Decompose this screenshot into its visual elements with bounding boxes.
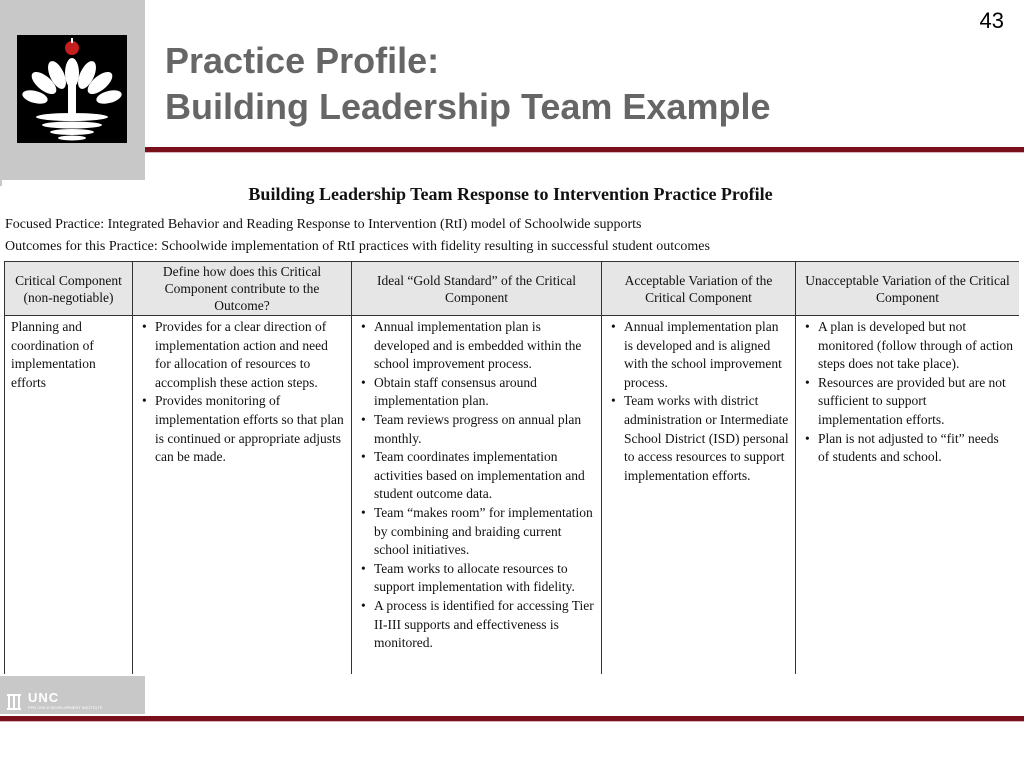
list-item: • Team works with district administration or Intermediate School District (ISD) personal to access resources to support implementation efforts. [624, 392, 789, 485]
cell-ideal [352, 316, 602, 675]
list-item: • Team “makes room” for implementation by combining and braiding current school initiatives. [374, 504, 595, 560]
practice-profile-document [2, 180, 1019, 674]
table-row [5, 316, 1020, 675]
header-define: Define how does this Critical Component contribute to the Outcome? [133, 262, 352, 316]
list-item: • Team coordinates implementation activities based on implementation and student outcome data. [374, 448, 595, 504]
list-item: • Annual implementation plan is developed and is aligned with the school improvement process. [624, 318, 789, 392]
list-item: • Team works to allocate resources to support implementation with fidelity. [374, 560, 595, 597]
slide-title [165, 38, 770, 130]
list-item: • Plan is not adjusted to “fit” needs of students and school. [818, 430, 1013, 467]
header-critical-component: Critical Component (non-negotiable) [5, 262, 133, 316]
bottom-divider [0, 716, 1024, 722]
list-item: • A plan is developed but not monitored (follow through of action steps does not take place). [818, 318, 1013, 374]
logo-panel [0, 0, 145, 186]
slide-number: 43 [979, 8, 1004, 33]
profile-table [4, 261, 1019, 674]
title-divider [145, 147, 1024, 153]
ideal-list [358, 318, 595, 653]
header-ideal: Ideal “Gold Standard” of the Critical Component [352, 262, 602, 316]
table-header-row [5, 262, 1020, 316]
list-item: • Provides for a clear direction of implementation action and need for allocation of resources to accomplish these action steps. [155, 318, 345, 392]
define-list [139, 318, 345, 467]
title-line-1: Practice Profile: [165, 40, 440, 81]
outcomes: Outcomes for this Practice: Schoolwide implementation of RtI practices with fidelity resulting in successful student outcomes [5, 239, 710, 254]
tree-apple-icon [17, 35, 127, 143]
cell-unacceptable [796, 316, 1020, 675]
list-item: • A process is identified for accessing Tier II-III supports and effectiveness is monitored. [374, 597, 595, 653]
list-item: • Provides monitoring of implementation efforts so that plan is continued or appropriate adjusts can be made. [155, 392, 345, 466]
document-heading: Building Leadership Team Response to Intervention Practice Profile [248, 184, 773, 204]
cell-acceptable [602, 316, 796, 675]
cell-component: Planning and coordination of implementation efforts [5, 316, 133, 675]
old-well-icon [6, 692, 22, 710]
list-item: • Resources are provided but are not sufficient to support implementation efforts. [818, 374, 1013, 430]
title-line-2: Building Leadership Team Example [165, 86, 771, 127]
list-item: • Obtain staff consensus around implementation plan. [374, 374, 595, 411]
footer-logo-text: UNC [28, 690, 60, 705]
list-item: • Annual implementation plan is developed and is embedded within the school improvement process. [374, 318, 595, 374]
footer-logo [0, 676, 145, 714]
header-unacceptable: Unacceptable Variation of the Critical Component [796, 262, 1020, 316]
sip-logo [17, 35, 127, 143]
focused-practice: Focused Practice: Integrated Behavior and Reading Response to Intervention (RtI) model of Schoolwide supports [5, 217, 642, 232]
footer-logo-subtext: FPG CHILD DEVELOPMENT INSTITUTE [28, 705, 103, 710]
header-acceptable: Acceptable Variation of the Critical Component [602, 262, 796, 316]
cell-define [133, 316, 352, 675]
list-item: • Team reviews progress on annual plan monthly. [374, 411, 595, 448]
unacceptable-list [802, 318, 1013, 467]
acceptable-list [608, 318, 789, 485]
